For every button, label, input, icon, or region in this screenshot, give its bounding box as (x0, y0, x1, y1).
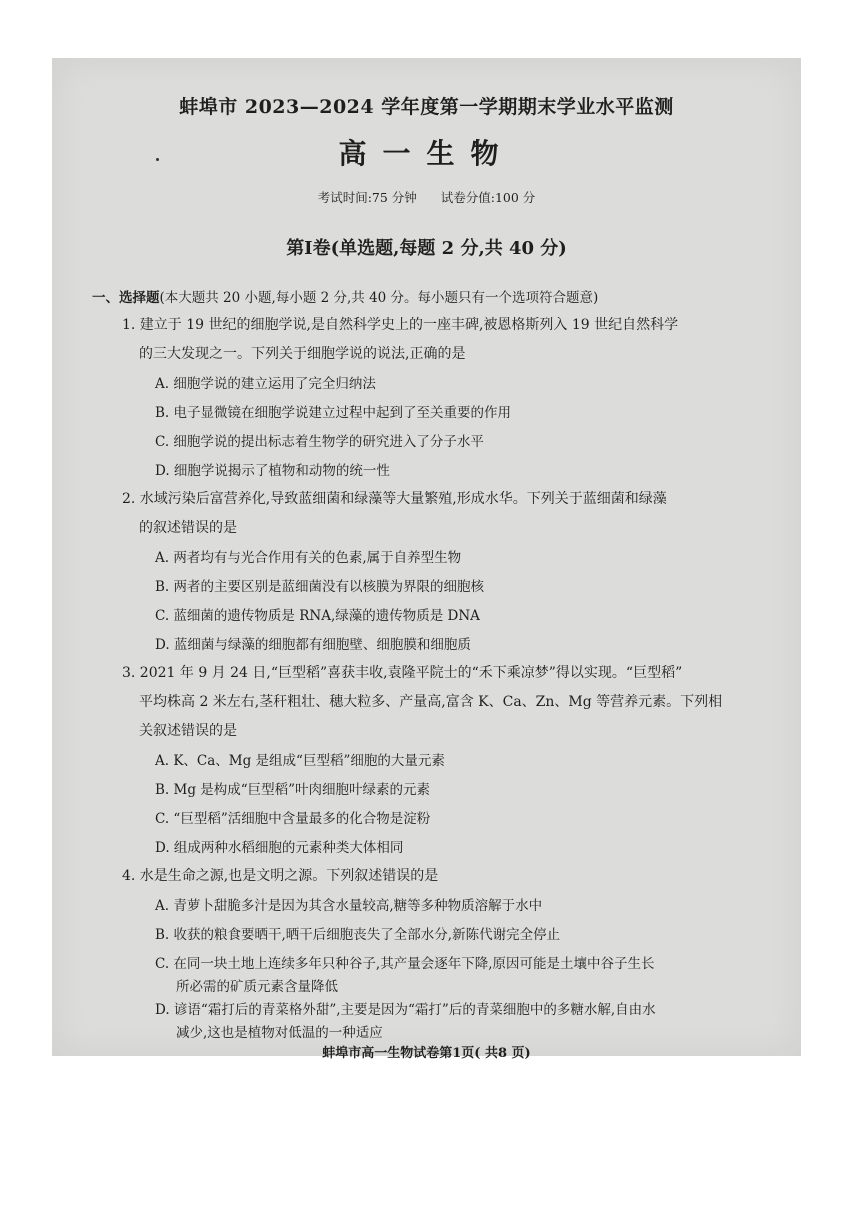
question-1-option-b: B. 电子显微镜在细胞学说建立过程中起到了至关重要的作用 (155, 405, 512, 421)
full-score: 试卷分值:100 分 (440, 190, 536, 205)
question-4-option-a: A. 青萝卜甜脆多汁是因为其含水量较高,糖等多种物质溶解于水中 (155, 898, 543, 914)
question-4-option-c-line-1: C. 在同一块土地上连续多年只种谷子,其产量会逐年下降,原因可能是土壤中谷子生长 (155, 956, 655, 972)
question-1-stem-line-1: 1. 建立于 19 世纪的细胞学说,是自然科学史上的一座丰碑,被恩格斯列入 19 世纪自然科学 (122, 317, 679, 333)
question-3-stem-line-1: 3. 2021 年 9 月 24 日,“巨型稻”喜获丰收,袁隆平院士的“禾下乘凉梦”得以实现。“巨型稻” (122, 665, 683, 681)
question-2-option-c: C. 蓝细菌的遗传物质是 RNA,绿藻的遗传物质是 DNA (155, 608, 480, 624)
exam-time: 考试时间:75 分钟 (317, 190, 417, 205)
question-1-option-a: A. 细胞学说的建立运用了完全归纳法 (155, 376, 376, 392)
question-1-option-d: D. 细胞学说揭示了植物和动物的统一性 (155, 463, 390, 479)
question-4-option-d-line-1: D. 谚语“霜打后的青菜格外甜”,主要是因为“霜打”后的青菜细胞中的多糖水解,自由水 (155, 1002, 656, 1018)
exam-title: 蚌埠市 2023—2024 学年度第一学期期末学业水平监测 (179, 96, 674, 118)
question-3-option-c: C. “巨型稻”活细胞中含量最多的化合物是淀粉 (155, 811, 431, 827)
question-3-option-d: D. 组成两种水稻细胞的元素种类大体相同 (155, 840, 404, 856)
question-2-stem-line-1: 2. 水域污染后富营养化,导致蓝细菌和绿藻等大量繁殖,形成水华。下列关于蓝细菌和绿藻 (122, 491, 667, 507)
question-2-stem-line-2: 的叙述错误的是 (139, 520, 237, 536)
question-4-stem: 4. 水是生命之源,也是文明之源。下列叙述错误的是 (122, 868, 439, 884)
question-3-stem-line-3: 关叙述错误的是 (139, 723, 237, 739)
question-3-stem-line-2: 平均株高 2 米左右,茎秆粗壮、穗大粒多、产量高,富含 K、Ca、Zn、Mg 等营养元素。下列相 (139, 694, 723, 710)
section-title: 第Ⅰ卷(单选题,每题 2 分,共 40 分) (286, 238, 567, 259)
question-3-option-b: B. Mg 是构成“巨型稻”叶肉细胞叶绿素的元素 (155, 782, 431, 798)
question-2-option-d: D. 蓝细菌与绿藻的细胞都有细胞壁、细胞膜和细胞质 (155, 637, 471, 653)
question-4-option-c-line-2: 所必需的矿质元素含量降低 (176, 979, 338, 995)
question-1-option-c: C. 细胞学说的提出标志着生物学的研究进入了分子水平 (155, 434, 484, 450)
part-heading (92, 286, 598, 306)
question-4-option-b: B. 收获的粮食要晒干,晒干后细胞丧失了全部水分,新陈代谢完全停止 (155, 927, 561, 943)
subject-title: 高一生物 (338, 137, 515, 170)
question-2-option-b: B. 两者的主要区别是蓝细菌没有以核膜为界限的细胞核 (155, 579, 485, 595)
question-2-option-a: A. 两者均有与光合作用有关的色素,属于自养型生物 (155, 550, 462, 566)
question-1-stem-line-2: 的三大发现之一。下列关于细胞学说的说法,正确的是 (139, 346, 466, 362)
part-label: 一、选择题 (92, 290, 160, 306)
part-instructions: (本大题共 20 小题,每小题 2 分,共 40 分。每小题只有一个选项符合题意) (159, 290, 599, 306)
exam-page (52, 58, 801, 1061)
exam-info (52, 188, 801, 206)
question-3-option-a: A. K、Ca、Mg 是组成“巨型稻”细胞的大量元素 (155, 753, 445, 769)
question-4-option-d-line-2: 减少,这也是植物对低温的一种适应 (176, 1025, 383, 1041)
page-footer: 蚌埠市高一生物试卷第1页( 共8 页) (322, 1046, 531, 1061)
